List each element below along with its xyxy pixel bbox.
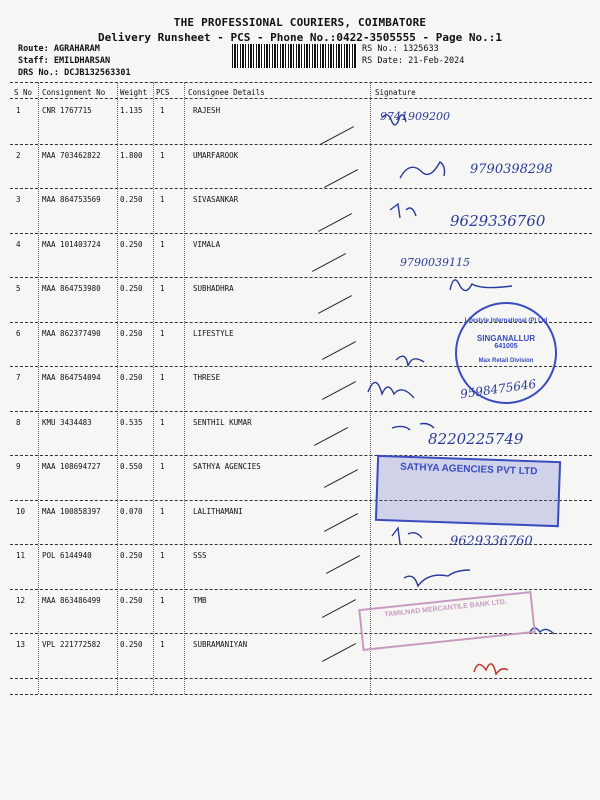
row-pcs: 1 xyxy=(160,328,165,338)
handwritten-signature: 8220225749 xyxy=(428,430,524,448)
row-pcs: 1 xyxy=(160,239,165,249)
row-sno: 7 xyxy=(16,373,21,382)
stamp-text: 641005 xyxy=(494,343,518,350)
row-pcs: 1 xyxy=(160,417,165,427)
col-header-signature: Signature xyxy=(375,88,416,97)
row-sno: 13 xyxy=(16,640,26,649)
drs-label: DRS No.: xyxy=(18,68,59,78)
row-pcs: 1 xyxy=(160,506,165,516)
col-header-weight: Weight xyxy=(120,88,148,97)
row-consignee: THRESE xyxy=(193,373,221,382)
row-consignee: LIFESTYLE xyxy=(193,328,234,338)
scribble-signature xyxy=(450,280,512,291)
row-sno: 2 xyxy=(16,150,21,160)
rs-date-label: RS Date: xyxy=(362,56,403,66)
row-weight: 0.250 xyxy=(120,195,143,204)
stamp-text: Lifestyle International (P) Ltd xyxy=(464,318,548,324)
col-header-consignment: Consignment No xyxy=(42,88,106,97)
rs-date-value: 21-Feb-2024 xyxy=(408,56,465,66)
scribble-signature xyxy=(382,115,406,125)
row-pcs: 1 xyxy=(160,462,165,471)
lifestyle-stamp xyxy=(455,302,557,404)
row-consignment-no: KMU 3434483 xyxy=(42,417,92,427)
row-consignment-no: MAA 862377490 xyxy=(42,328,101,338)
row-pcs: 1 xyxy=(160,195,165,204)
row-weight: 0.250 xyxy=(120,595,143,605)
row-consignee: SSS xyxy=(193,551,207,560)
stamp-text: SINGANALLUR xyxy=(476,334,536,343)
scribble-signature xyxy=(400,162,445,178)
row-consignment-no: MAA 100858397 xyxy=(42,506,101,516)
row-consignment-no: MAA 108694727 xyxy=(42,462,101,471)
row-sno: 6 xyxy=(16,328,21,338)
table-bottom-rule xyxy=(10,694,592,695)
scribble-signature xyxy=(404,570,470,586)
row-consignment-no: VPL 221772582 xyxy=(42,640,101,649)
route-value: AGRAHARAM xyxy=(53,44,100,54)
stamp-text: TAMILNAD MERCANTILE BANK LTD. xyxy=(384,598,508,619)
row-consignee: SUBRAMANIYAN xyxy=(193,640,248,649)
row-pcs: 1 xyxy=(160,284,165,293)
row-sno: 11 xyxy=(16,551,26,560)
row-consignee: SUBHADHRA xyxy=(193,284,234,293)
row-sno: 4 xyxy=(16,239,21,249)
row-weight: 0.250 xyxy=(120,284,143,293)
handwritten-signature: 9790398298 xyxy=(470,162,553,177)
handwritten-signature: 9629336760 xyxy=(450,534,533,549)
row-consignment-no: MAA 864754094 xyxy=(42,373,101,382)
drs-value: DCJB132563301 xyxy=(64,68,131,78)
row-pcs: 1 xyxy=(160,595,165,605)
row-pcs: 1 xyxy=(160,373,165,382)
row-consignee: SENTHIL KUMAR xyxy=(193,417,252,427)
col-header-pcs: PCS xyxy=(156,88,170,97)
row-consignment-no: CNR 1767715 xyxy=(42,106,92,115)
row-weight: 1.135 xyxy=(120,106,143,115)
route-label: Route: xyxy=(18,44,49,54)
scribble-signature xyxy=(392,528,422,544)
row-consignment-no: MAA 864753980 xyxy=(42,284,101,293)
row-pcs: 1 xyxy=(160,640,165,649)
row-sno: 12 xyxy=(16,595,26,605)
row-pcs: 1 xyxy=(160,551,165,560)
row-sno: 9 xyxy=(16,462,21,471)
row-consignee: SIVASANKAR xyxy=(193,195,239,204)
row-weight: 1.800 xyxy=(120,150,143,160)
row-consignment-no: MAA 864753569 xyxy=(42,195,101,204)
row-weight: 0.250 xyxy=(120,551,143,560)
row-consignee: VIMALA xyxy=(193,239,221,249)
row-sno: 3 xyxy=(16,195,21,204)
staff-label: Staff: xyxy=(18,56,49,66)
staff-value: EMILDHARSAN xyxy=(53,56,111,66)
row-consignment-no: MAA 703462822 xyxy=(42,150,101,160)
handwritten-signature: 9598475646 xyxy=(459,376,537,402)
row-weight: 0.250 xyxy=(120,328,143,338)
handwritten-signature: 9629336760 xyxy=(450,212,546,230)
col-header-consignee: Consignee Details xyxy=(188,88,265,97)
row-weight: 0.250 xyxy=(120,239,143,249)
row-consignee: RAJESH xyxy=(193,106,221,115)
scribble-signature xyxy=(474,664,508,674)
row-weight: 0.550 xyxy=(120,462,143,471)
stamp-text: Max Retail Division xyxy=(478,358,534,364)
stamp-text: SATHYA AGENCIES PVT LTD xyxy=(399,461,538,478)
row-consignee: SATHYA AGENCIES xyxy=(193,462,261,471)
row-weight: 0.250 xyxy=(120,640,143,649)
row-consignee: UMARFAROOK xyxy=(193,150,239,160)
scribble-signature xyxy=(390,204,416,218)
rs-no-label: RS No.: xyxy=(362,44,398,54)
row-consignee: LALITHAMANI xyxy=(193,506,243,516)
row-weight: 0.535 xyxy=(120,417,143,427)
row-sno: 1 xyxy=(16,106,21,115)
row-pcs: 1 xyxy=(160,106,165,115)
scribble-signature xyxy=(392,424,434,431)
row-sno: 5 xyxy=(16,284,21,293)
row-weight: 0.250 xyxy=(120,373,143,382)
sheet-subtitle: Delivery Runsheet - PCS - Phone No.:0422-3505555 - Page No.:1 xyxy=(98,31,502,44)
col-header-sno: S No xyxy=(14,88,33,97)
row-consignee: TMB xyxy=(193,595,207,605)
row-weight: 0.070 xyxy=(120,506,143,516)
handwritten-signature: 9741909200 xyxy=(380,110,450,123)
row-consignment-no: MAA 863486499 xyxy=(42,595,101,605)
handwritten-signature: 9790039115 xyxy=(400,256,470,269)
sathya-stamp xyxy=(375,455,561,527)
row-sno: 8 xyxy=(16,417,21,427)
row-consignment-no: POL 6144940 xyxy=(42,551,92,560)
scribble-signature xyxy=(368,382,414,398)
row-pcs: 1 xyxy=(160,150,165,160)
rs-no-value: 1325633 xyxy=(402,44,439,54)
row-consignment-no: MAA 101403724 xyxy=(42,239,101,249)
company-title: THE PROFESSIONAL COURIERS, COIMBATORE xyxy=(173,16,427,29)
row-sno: 10 xyxy=(16,506,26,516)
scribble-signature xyxy=(396,356,424,366)
